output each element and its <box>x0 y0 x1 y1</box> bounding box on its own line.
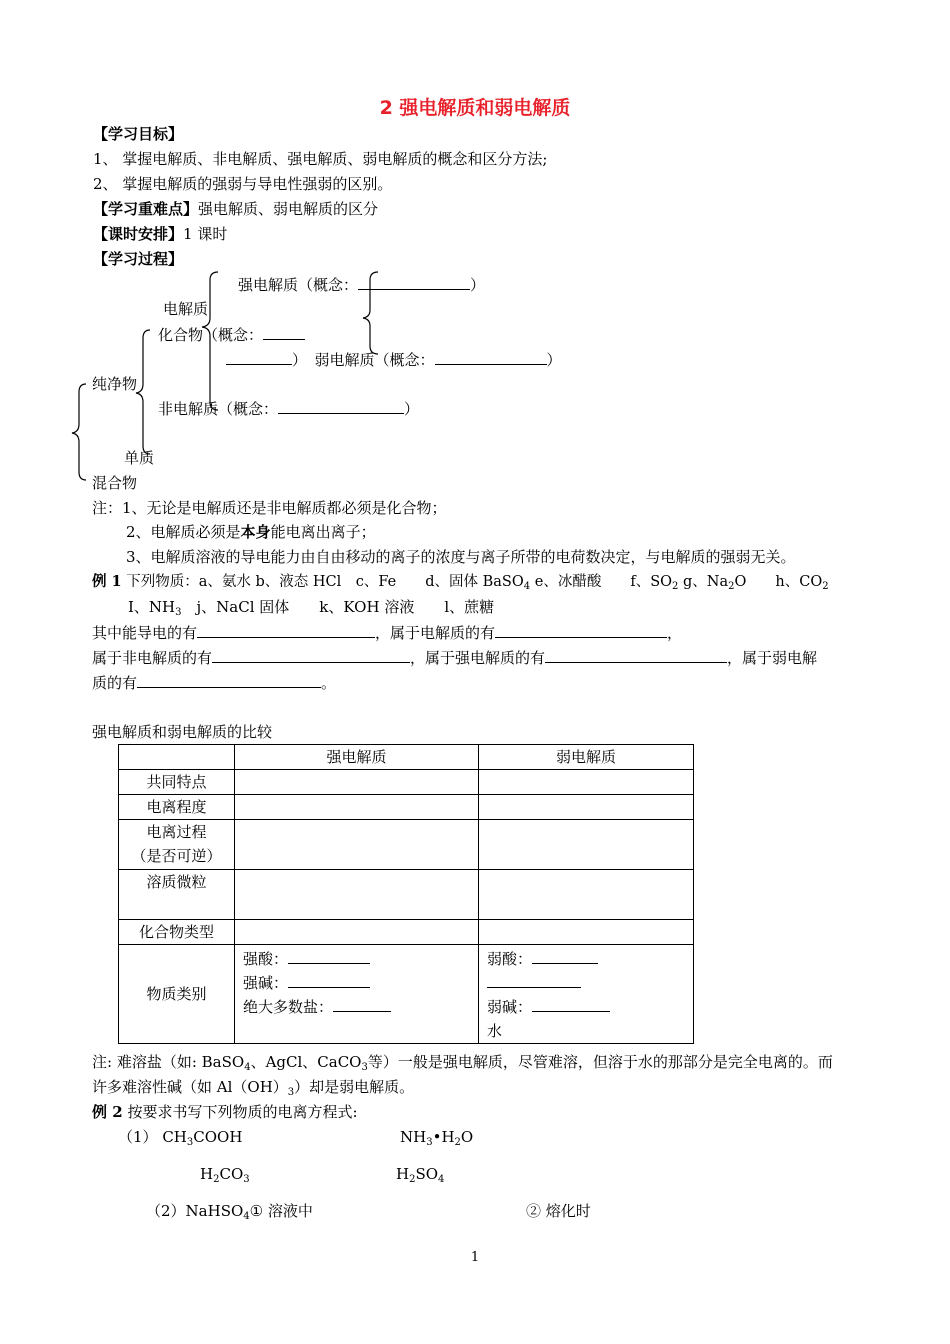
key-text: 强电解质、弱电解质的区分 <box>198 200 379 218</box>
compare-caption: 强电解质和弱电解质的比较 <box>92 723 273 741</box>
tree-electrolyte: 电解质 <box>163 300 209 318</box>
process-heading: 【学习过程】 <box>93 250 184 268</box>
carbonic-acid: $H_2CO_3$ <box>200 1165 250 1185</box>
example-1-q3: 质的有 。 <box>92 674 337 692</box>
weak-blank[interactable] <box>435 349 547 365</box>
tree-element: 单质 <box>124 449 155 467</box>
page-number: 1 <box>470 1250 480 1265</box>
electrolyte-blank[interactable] <box>495 622 667 638</box>
weak-answer-blank[interactable] <box>137 672 321 688</box>
note-3: 3、电解质溶液的导电能力由自由移动的离子的浓度与离子所带的电荷数决定，与电解质的强弱无关。 <box>126 548 796 566</box>
cell-weak[interactable] <box>479 820 694 870</box>
cell-strong[interactable] <box>235 920 479 945</box>
note-insoluble-2: 许多难溶性碱（如 $Al(OH)_3$）却是弱电解质。 <box>92 1078 415 1098</box>
tree-pure: 纯净物 <box>92 375 138 393</box>
time-heading: 【课时安排】 <box>93 225 184 243</box>
strong-answer-blank[interactable] <box>545 647 727 663</box>
salt-blank[interactable] <box>333 996 391 1012</box>
header-weak: 弱电解质 <box>479 745 694 770</box>
cell-weak-categories: 弱酸： 弱碱： 水 <box>479 945 694 1044</box>
example-1-q2: 属于非电解质的有 ，属于强电解质的有 ，属于弱电解 <box>92 649 818 667</box>
nonelectrolyte-answer-blank[interactable] <box>212 647 410 663</box>
row-label: 物质类别 <box>119 945 235 1044</box>
cell-weak[interactable] <box>479 920 694 945</box>
row-label: 溶质微粒 <box>119 870 235 920</box>
strong-base-blank[interactable] <box>288 972 370 988</box>
example-1-line1: 例 1 下列物质：a、氨水 b、液态 HCl c、Fe d、固体 BaSO$_4$ e、冰醋酸 f、$SO_2$ g、$Na_2O$ h、$CO_2$ <box>92 573 829 592</box>
tree-weak: ） 弱电解质（概念： ） <box>226 349 562 370</box>
table-row <box>119 745 694 770</box>
page-title: 2 强电解质和弱电解质 <box>379 97 571 119</box>
classification-braces <box>0 0 950 520</box>
time-text: 1 课时 <box>183 225 228 243</box>
example-2-melt: ② 熔化时 <box>526 1202 591 1220</box>
compare-table <box>118 744 694 1044</box>
tree-compound: 化合物（概念： <box>158 324 305 345</box>
goal-2: 2、 掌握电解质的强弱与导电性强弱的区别。 <box>93 175 393 193</box>
cell-weak[interactable] <box>479 770 694 795</box>
cell-strong[interactable] <box>235 770 479 795</box>
table-row <box>119 920 694 945</box>
cell-weak[interactable] <box>479 870 694 920</box>
brace-pure <box>136 330 150 454</box>
table-row <box>119 795 694 820</box>
ammonia-hydrate: $NH_3•H_2O$ <box>400 1128 474 1148</box>
row-label: 电离程度 <box>119 795 235 820</box>
note-insoluble-1: 注: 难溶盐（如: BaSO$_4$、AgCl、CaCO$_3$等）一般是强电解质，尽管难溶，但溶于水的那部分是完全电离的。而 <box>92 1053 833 1073</box>
compound-blank-cont[interactable] <box>226 349 292 365</box>
example-1-q1: 其中能导电的有 ，属于电解质的有 ， <box>92 624 683 642</box>
example-2-p2: （2）NaHSO$_4$① 溶液中 <box>146 1202 313 1222</box>
strong-blank[interactable] <box>358 274 470 290</box>
tree-mixture: 混合物 <box>92 474 138 492</box>
weak-acid-blank[interactable] <box>532 948 598 964</box>
nonelectrolyte-blank[interactable] <box>278 398 404 414</box>
example-1-line2: I、$NH_3$ j、NaCl 固体 k、KOH 溶液 l、蔗糖 <box>128 598 495 618</box>
row-label: 电离过程 （是否可逆） <box>119 820 235 870</box>
key-heading: 【学习重难点】 <box>93 200 199 218</box>
cell-strong[interactable] <box>235 870 479 920</box>
table-row <box>119 820 694 870</box>
header-strong: 强电解质 <box>235 745 479 770</box>
conductive-blank[interactable] <box>197 622 375 638</box>
example-2-heading: 例 2 按要求书写下列物质的电离方程式: <box>92 1103 358 1121</box>
tree-nonelectrolyte: 非电解质（概念： ） <box>158 400 420 418</box>
table-row <box>119 870 694 920</box>
tree-strong: 强电解质（概念： ） <box>238 276 486 294</box>
strong-acid-blank[interactable] <box>288 948 370 964</box>
note-2: 2、电解质必须是本身能电离出离子； <box>126 523 376 541</box>
cell-weak[interactable] <box>479 795 694 820</box>
note-1: 注：1、无论是电解质还是非电解质都必须是化合物； <box>92 499 447 517</box>
cell-strong-categories: 强酸： 强碱： 绝大多数盐： <box>235 945 479 1044</box>
goal-1: 1、 掌握电解质、非电解质、强电解质、弱电解质的概念和区分方法; <box>93 150 548 168</box>
table-row <box>119 945 694 1044</box>
compound-blank[interactable] <box>263 324 305 340</box>
weak-acid-blank-2[interactable] <box>487 972 581 988</box>
weak-base-blank[interactable] <box>532 996 610 1012</box>
brace-substance <box>72 384 86 480</box>
row-label: 化合物类型 <box>119 920 235 945</box>
example-2-p1: （1） $CH_3COOH$ <box>118 1128 243 1148</box>
cell-strong[interactable] <box>235 820 479 870</box>
row-label: 共同特点 <box>119 770 235 795</box>
table-row <box>119 770 694 795</box>
cell-strong[interactable] <box>235 795 479 820</box>
header-empty <box>119 745 235 770</box>
sulfuric-acid: $H_2SO_4$ <box>396 1165 445 1185</box>
goals-heading: 【学习目标】 <box>93 125 184 143</box>
